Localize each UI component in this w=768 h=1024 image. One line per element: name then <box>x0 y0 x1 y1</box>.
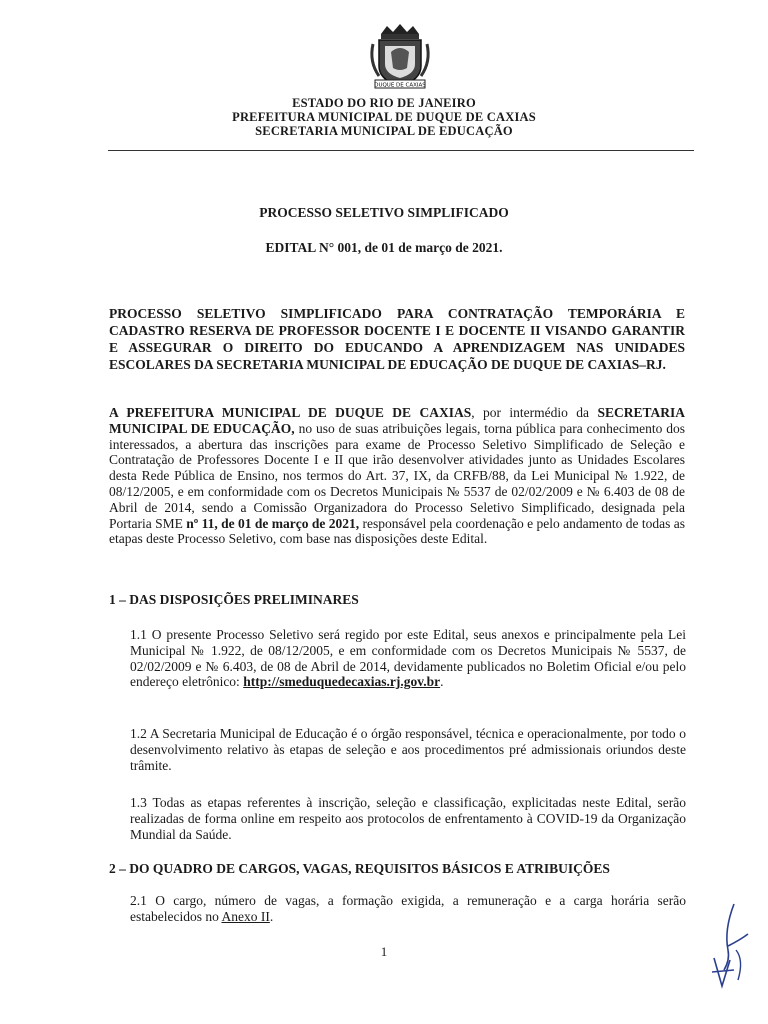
intro-bold-secretaria: SECRETARIA MUNICIPAL DE EDUCAÇÃO, <box>109 405 685 436</box>
document-header <box>0 96 768 138</box>
municipal-crest-icon <box>367 22 433 92</box>
intro-bold-portaria: nº 11, de 01 de março de 2021, <box>186 515 360 531</box>
section-1-heading: 1 – DAS DISPOSIÇÕES PRELIMINARES <box>109 592 359 607</box>
annex-link[interactable]: Anexo II <box>221 908 270 924</box>
paragraph-1-1: 1.1 O presente Processo Seletivo será regido por este Edital, seus anexos e principalmente pela Lei Municipal № 1.922, de 08/12/2005, e em conformidade com os Decretos Municipais № 5537, de 02/02/2009 e № 6.403, de 08 de Abril de 2014, devidamente publicados no Boletim Oficial e/ou pelo endereço eletrônico: http://smeduquedecaxias.rj.gov.br. <box>130 627 686 690</box>
edital-number: EDITAL N° 001, de 01 de março de 2021. <box>265 240 503 255</box>
intro-text-1: , por intermédio da <box>471 405 598 420</box>
intro-text-3: responsável pela coordenação e pelo andamento de todas as etapas deste Processo Seletivo, com base nas disposições deste Edital. <box>109 515 685 547</box>
intro-text-2: no uso de suas atribuições legais, torna pública para conhecimento dos interessados, a abertura das inscrições para exame de Processo Seletivo Simplificado de Seleção e Contratação de Professores Docente I e II que irão desenvolver atividades junto as Unidades Escolares desta Rede Pública de Ensino, nos termos do Art. 37, IX, da CRFB/88, da Lei Municipal № 1.922, de 08/12/2005, e em conformidade com os Decretos Municipais № 5537 de 02/02/2009 e № 6.403 de 08 de Abril de 2014, sendo a Comissão Organizadora do Processo Seletivo Simplificado, designada pela Portaria SME <box>109 420 685 531</box>
website-link[interactable]: http://smeduquedecaxias.rj.gov.br <box>243 674 441 690</box>
section-2-heading: 2 – DO QUADRO DE CARGOS, VAGAS, REQUISITOS BÁSICOS E ATRIBUIÇÕES <box>109 861 610 876</box>
document-title: PROCESSO SELETIVO SIMPLIFICADO <box>259 205 509 220</box>
crest-banner: DUQUE DE CAXIAS <box>374 82 426 89</box>
header-state: ESTADO DO RIO DE JANEIRO <box>292 96 476 110</box>
edital-summary: PROCESSO SELETIVO SIMPLIFICADO PARA CONTRATAÇÃO TEMPORÁRIA E CADASTRO RESERVA DE PROFESSOR DOCENTE I E DOCENTE II VISANDO GARANTIR E ASSEGURAR O DIREITO DO EDUCANDO A APRENDIZAGEM NAS UNIDADES ESCOLARES DA SECRETARIA MUNICIPAL DE EDUCAÇÃO DE DUQUE DE CAXIAS–RJ. <box>109 306 685 372</box>
paragraph-1-2: 1.2 A Secretaria Municipal de Educação é o órgão responsável, técnica e operacionalmente, por todo o desenvolvimento relativo às etapas de seleção e aos procedimentos pré admissionais oriundos deste trâmite. <box>130 726 686 773</box>
header-secretaria: SECRETARIA MUNICIPAL DE EDUCAÇÃO <box>255 124 513 138</box>
intro-paragraph <box>109 405 685 547</box>
paragraph-2-1: 2.1 O cargo, número de vagas, a formação exigida, a remuneração e a carga horária serão estabelecidos no Anexo II. <box>130 893 686 924</box>
page-number: 1 <box>380 944 388 959</box>
paragraph-1-3: 1.3 Todas as etapas referentes à inscrição, seleção e classificação, explicitadas neste Edital, serão realizadas de forma online em respeito aos protocolos de enfrentamento à COVID-19 da Organização Mundial da Saúde. <box>130 795 686 842</box>
intro-bold-prefeitura: A PREFEITURA MUNICIPAL DE DUQUE DE CAXIAS <box>109 405 472 420</box>
handwritten-initials-signature <box>704 900 760 992</box>
header-divider <box>108 150 694 151</box>
header-prefeitura: PREFEITURA MUNICIPAL DE DUQUE DE CAXIAS <box>232 110 536 124</box>
